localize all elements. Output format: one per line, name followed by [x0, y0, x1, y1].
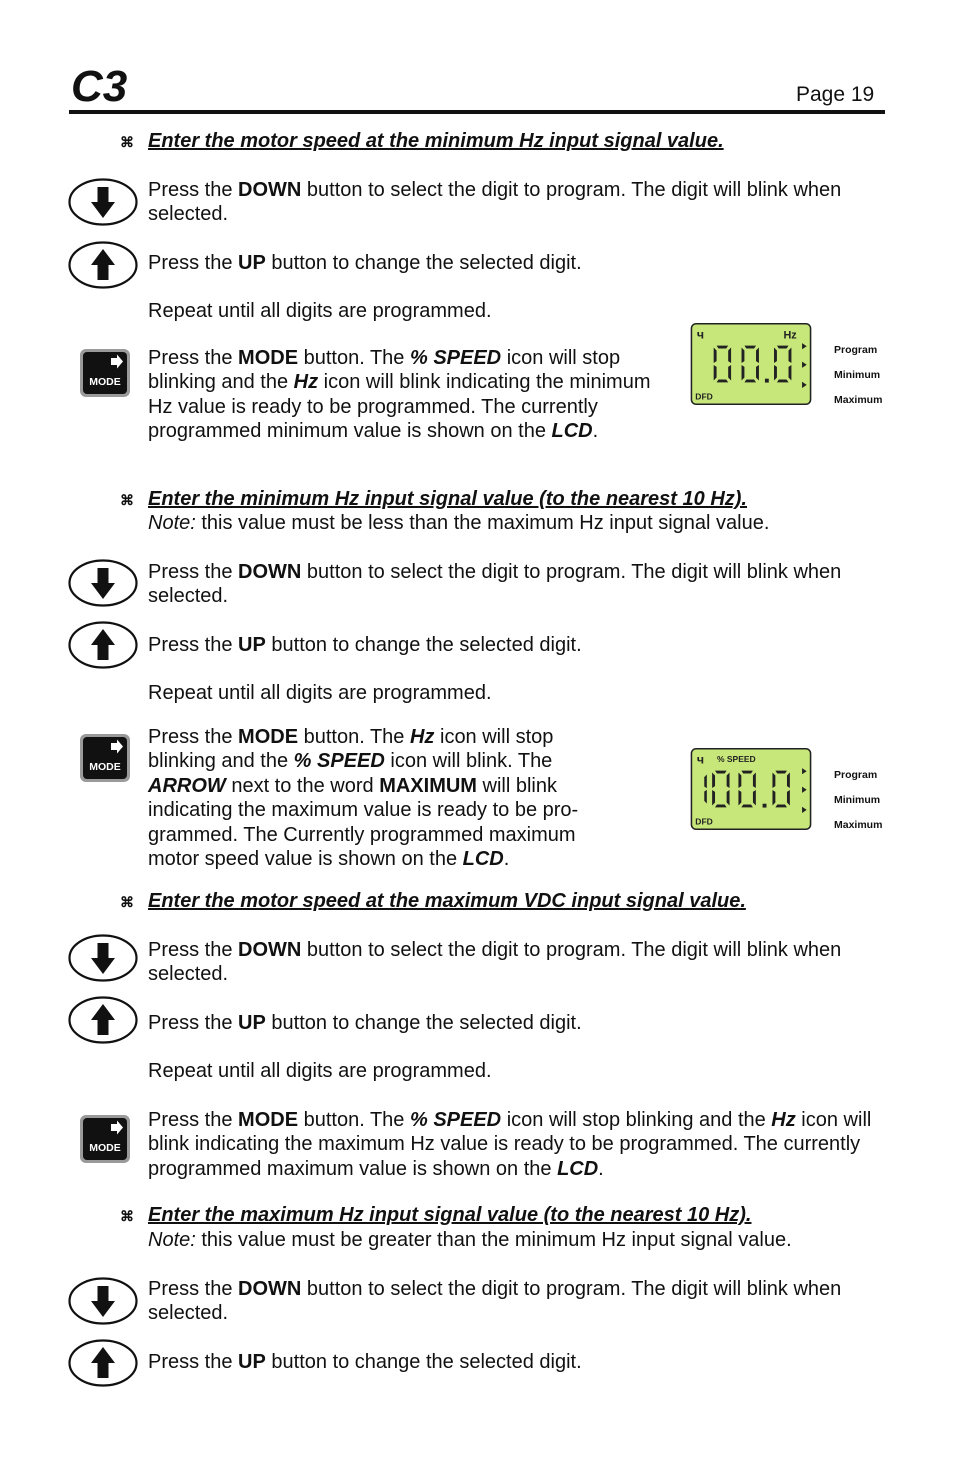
up-button-icon [68, 996, 138, 1044]
repeat-text: Repeat until all digits are programmed. [148, 1060, 492, 1082]
lcd-unit: % SPEED [716, 753, 756, 764]
instruction-up: Press the UP button to change the selected digit. [148, 252, 582, 274]
instruction-mode-3: Press the MODE button. The % SPEED icon will stop blinking and the Hz icon will blink indicating the maximum Hz value is ready to be programmed. The currently programmed maximum value is shown on the LCD. [148, 1109, 872, 1180]
lcd-label-minimum: Minimum [834, 369, 881, 381]
section-heading: Enter the maximum Hz input signal value (to the nearest 10 Hz). [148, 1204, 752, 1226]
section-heading: Enter the motor speed at the maximum VDC input signal value. [148, 890, 746, 912]
bullet-icon: ⌘ [120, 1208, 134, 1224]
bullet-icon: ⌘ [120, 134, 134, 150]
up-button-icon [68, 1339, 138, 1387]
instruction-mode-1: Press the MODE button. The % SPEED icon will stop blinking and the Hz icon will blink indicating the minimum Hz value is ready to be programmed. The currently programmed minimum value is shown on the LCD. [148, 347, 651, 443]
lcd-label-minimum: Minimum [834, 794, 881, 806]
up-button-icon [68, 241, 138, 289]
down-button-icon [68, 1277, 138, 1325]
down-button-icon [68, 934, 138, 982]
instruction-down: Press the DOWN button to select the digit to program. The digit will blink when selected. [148, 939, 842, 986]
instruction-down: Press the DOWN button to select the digit to program. The digit will blink when selected. [148, 179, 842, 226]
bullet-icon: ⌘ [120, 492, 134, 508]
lcd-labels [834, 769, 894, 839]
down-button-icon [68, 559, 138, 607]
instruction-mode-2: Press the MODE button. The Hz icon will stop blinking and the % SPEED icon will blink. The ARROW next to the word MAXIMUM will blink indicating the maximum value is ready to be pro-grammed. The Currently programmed maximum motor speed value is shown on the LCD. [148, 726, 579, 871]
section-note: Note: this value must be less than the maximum Hz input signal value. [148, 512, 770, 534]
mode-button-icon [79, 348, 131, 398]
lcd-label-program: Program [834, 344, 878, 356]
up-button-icon [68, 621, 138, 669]
lcd-labels [834, 344, 894, 414]
mode-button-label: MODE [89, 761, 121, 773]
instruction-up: Press the UP button to change the selected digit. [148, 1012, 582, 1034]
header-rule [69, 110, 885, 114]
instruction-up: Press the UP button to change the selected digit. [148, 1351, 582, 1373]
lcd-signal-icon: ч [696, 327, 705, 342]
mode-button-label: MODE [89, 1142, 121, 1154]
lcd-label-maximum: Maximum [834, 819, 883, 831]
lcd-unit: Hz [783, 329, 797, 342]
mode-button-icon [79, 733, 131, 783]
down-button-icon [68, 178, 138, 226]
repeat-text: Repeat until all digits are programmed. [148, 300, 492, 322]
bullet-icon: ⌘ [120, 894, 134, 910]
section-heading: Enter the minimum Hz input signal value (to the nearest 10 Hz). [148, 488, 747, 510]
repeat-text: Repeat until all digits are programmed. [148, 682, 492, 704]
c3-logo [70, 62, 140, 110]
mode-button-label: MODE [89, 376, 121, 388]
lcd-mode: DFD [695, 391, 713, 402]
instruction-down: Press the DOWN button to select the digit to program. The digit will blink when selected. [148, 561, 842, 608]
lcd-label-maximum: Maximum [834, 394, 883, 406]
lcd-mode: DFD [695, 816, 713, 827]
logo-text: C3 [71, 62, 128, 110]
section-heading: Enter the motor speed at the minimum Hz input signal value. [148, 130, 724, 152]
page-number: Page 19 [796, 83, 875, 106]
lcd-label-program: Program [834, 769, 878, 781]
lcd-display [673, 748, 829, 830]
section-note: Note: this value must be greater than the minimum Hz input signal value. [148, 1229, 792, 1251]
instruction-up: Press the UP button to change the selected digit. [148, 634, 582, 656]
lcd-signal-icon: ч [696, 752, 705, 767]
instruction-down: Press the DOWN button to select the digit to program. The digit will blink when selected. [148, 1278, 842, 1325]
lcd-display [673, 323, 829, 405]
mode-button-icon [79, 1114, 131, 1164]
